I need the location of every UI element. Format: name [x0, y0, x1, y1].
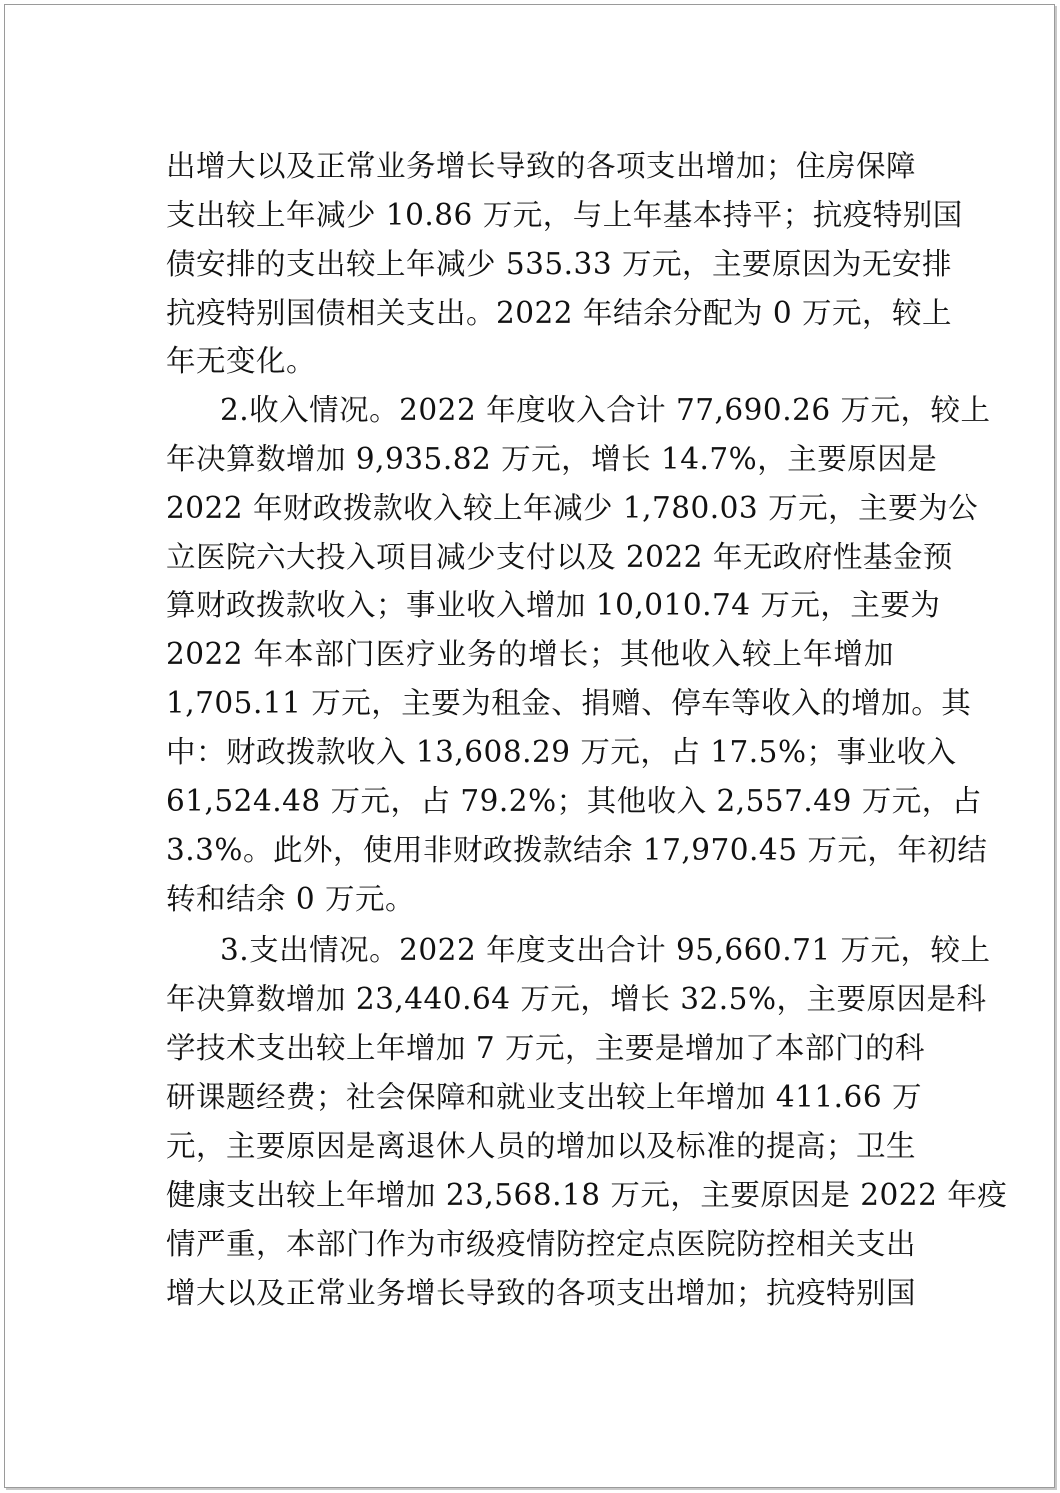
text-line: 年无变化。: [166, 344, 317, 378]
text-line: 年决算数增加 23,440.64 万元，增长 32.5%，主要原因是科: [166, 982, 987, 1016]
text-line: 情严重，本部门作为市级疫情防控定点医院防控相关支出: [166, 1227, 917, 1261]
text-line: 元，主要原因是离退休人员的增加以及标准的提高；卫生: [166, 1129, 917, 1163]
text-line: 立医院六大投入项目减少支付以及 2022 年无政府性基金预: [166, 540, 953, 574]
text-line: 出增大以及正常业务增长导致的各项支出增加；住房保障: [166, 149, 917, 183]
text-line: 学技术支出较上年增加 7 万元，主要是增加了本部门的科: [166, 1031, 926, 1065]
text-line: 3.3%。此外，使用非财政拨款结余 17,970.45 万元，年初结: [166, 833, 988, 867]
text-line: 转和结余 0 万元。: [166, 882, 416, 916]
text-line: 研课题经费；社会保障和就业支出较上年增加 411.66 万: [166, 1080, 922, 1114]
paragraph-start-expenditure: 3.支出情况。2022 年度支出合计 95,660.71 万元，较上: [220, 933, 991, 967]
text-line: 2022 年本部门医疗业务的增长；其他收入较上年增加: [166, 637, 894, 671]
text-line: 2022 年财政拨款收入较上年减少 1,780.03 万元，主要为公: [166, 491, 979, 525]
text-line: 61,524.48 万元，占 79.2%；其他收入 2,557.49 万元，占: [166, 784, 982, 818]
text-line: 1,705.11 万元，主要为租金、捐赠、停车等收入的增加。其: [166, 686, 972, 720]
text-line: 算财政拨款收入；事业收入增加 10,010.74 万元，主要为: [166, 588, 941, 622]
text-line: 抗疫特别国债相关支出。2022 年结余分配为 0 万元，较上: [166, 296, 952, 330]
text-line: 债安排的支出较上年减少 535.33 万元，主要原因为无安排: [166, 247, 952, 281]
text-line: 年决算数增加 9,935.82 万元，增长 14.7%，主要原因是: [166, 442, 938, 476]
paragraph-start-income: 2.收入情况。2022 年度收入合计 77,690.26 万元，较上: [220, 393, 991, 427]
text-line: 支出较上年减少 10.86 万元，与上年基本持平；抗疫特别国: [166, 198, 963, 232]
text-line: 增大以及正常业务增长导致的各项支出增加；抗疫特别国: [166, 1276, 917, 1310]
text-line: 中：财政拨款收入 13,608.29 万元，占 17.5%；事业收入: [166, 735, 957, 769]
text-line: 健康支出较上年增加 23,568.18 万元，主要原因是 2022 年疫: [166, 1178, 1008, 1212]
